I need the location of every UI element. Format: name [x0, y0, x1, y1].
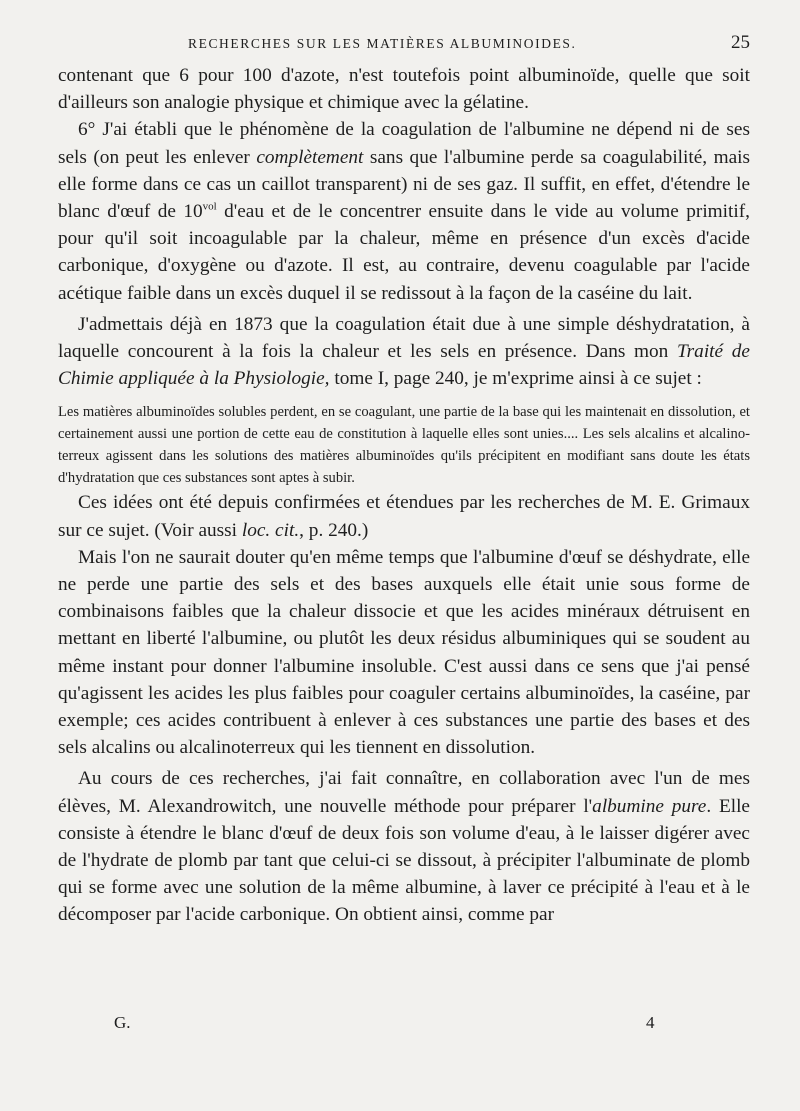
paragraph-continuation: contenant que 6 pour 100 d'azote, n'est toutefois point albuminoïde, quelle que soit d'ailleurs son analogie physique et chimique avec la gélatine. — [58, 65, 750, 114]
emphasis-text: loc. cit. — [241, 519, 300, 541]
sheet-number: 4 — [646, 1013, 655, 1032]
paragraph-text: . Elle consiste à étendre le blanc d'œuf de deux fois son volume d'eau, à le laisser digérer avec de l'hydrate de plomb par tant que celui-ci se dissout, à précipiter l'albuminate de plomb qui se forme avec une solution de la même albumine, à laver ce précipité à l'eau et à le décomposer par l'acide carbonique. On obtient ainsi, comme par — [58, 795, 750, 926]
paragraph-dehydration — [58, 311, 750, 393]
emphasis-text: albumine pure — [592, 795, 707, 817]
block-quote: Les matières albuminoïdes solubles perdent, en se coagulant, une partie de la base qui les maintenait en dissolution, et certainement aussi une portion de cette eau de constitution à laquelle elles sont unies.... Les sels alcalins et alcalino-terreux agissent dans les solutions des matières albuminoïdes qu'ils précipitent en modifiant sans doute les états d'hydratation que ces substances sont aptes à subir. — [58, 404, 750, 487]
paragraph-text: tome I, page 240, je m'exprime ainsi à ce sujet : — [329, 368, 702, 390]
paragraph-text: J'admettais déjà en 1873 que la coagulation était due à une simple déshydratation, à laquelle concourent à la fois la chaleur et les sels en présence. Dans mon — [58, 313, 750, 363]
paragraph-text: Au cours de ces recherches, j'ai fait connaître, en collaboration avec l'un de mes élèves, M. Alexandrowitch, une nouvelle méthode pour préparer l' — [58, 768, 750, 817]
paragraph-text: 6° J'ai établi que le phénomène de la coagulation de l'albumine ne dépend ni de ses sels (on peut les enlever — [58, 119, 750, 168]
paragraph-text: , p. 240.) — [299, 519, 369, 541]
emphasis-text: complètement — [256, 146, 364, 168]
paragraph-coagulation-salts — [58, 116, 750, 306]
paragraph-grimaux — [58, 489, 750, 543]
paragraph-text: d'eau et de le concentrer ensuite dans le vide au volume primitif, pour qu'il soit incoagulable par la chaleur, même en présence d'un excès d'acide carbonique, d'oxygène ou d'azote. Il est, au contraire, devenu coagulable par l'acide acétique faible dans un excès duquel il se redissout à la façon de la caséine du lait. — [58, 201, 750, 304]
signature-mark: G. — [114, 1013, 131, 1032]
paragraph-salts-bases: Mais l'on ne saurait douter qu'en même temps que l'albumine d'œuf se déshydrate, elle ne perde une partie des sels et des bases auxquels elle était unie sous forme de combinaisons faibles que la chaleur dissocie et que les acides minéraux détruisent en mettant en liberté l'albumine, ou plutôt les deux résidus albuminiques qui se soudent au même instant pour donner l'albumine insoluble. C'est aussi dans ce sens que j'ai pensé qu'agissent les acides les plus faibles pour coaguler certains albuminoïdes, la caséine, par exemple; ces acides contribuent à enlever à ces substances une partie des bases et des sels alcalins ou alcalinoterreux qui les tiennent en dissolution. — [58, 546, 750, 759]
paragraph-text: sans que l'albumine perde sa coagulabilité, mais elle forme dans ce cas un caillot transparent) ni de ses gaz. Il suffit, en effet, d'étendre le blanc d'œuf de 10 — [58, 146, 751, 223]
page-footer — [58, 1013, 750, 1037]
paragraph-pure-albumin — [58, 765, 750, 928]
superscript-vol: vol — [202, 200, 217, 213]
page-number: 25 — [731, 32, 750, 53]
page-header — [58, 32, 750, 56]
running-title: RECHERCHES SUR LES MATIÈRES ALBUMINOIDES. — [188, 36, 577, 51]
body-text — [58, 62, 750, 929]
book-title: Traité de Chimie appliquée à la Physiologie, — [58, 341, 750, 390]
paragraph-text: Ces idées ont été depuis confirmées et étendues par les recherches de M. E. Grimaux sur ce sujet. (Voir aussi — [58, 492, 750, 541]
